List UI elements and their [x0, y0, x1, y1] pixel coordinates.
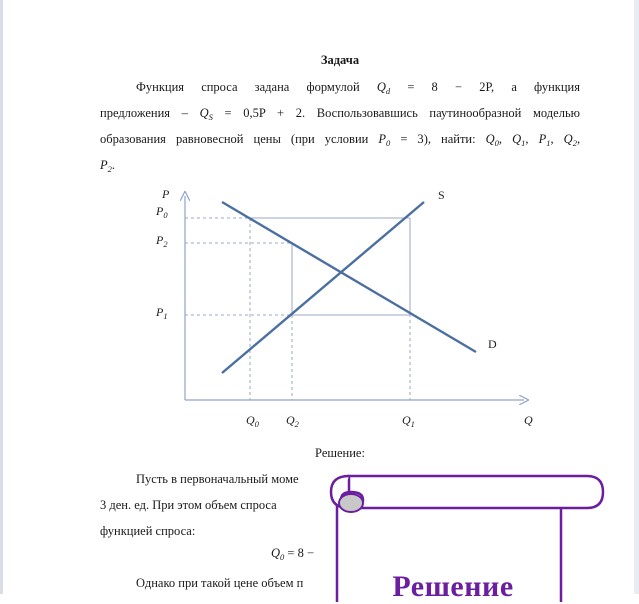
demand-label: D	[488, 337, 497, 351]
problem-text: Функция спроса задана формулой	[136, 80, 377, 94]
x-axis-label: Q	[524, 413, 533, 427]
scroll-label: Решение	[392, 570, 514, 603]
qs-formula: $Q_S = 0,5P + 2$	[199, 106, 302, 122]
find-q2: $Q_2$	[563, 132, 577, 148]
scroll-curl-shadow	[339, 494, 363, 512]
qd-formula: $Q_d = 8 - 2P$	[376, 80, 492, 96]
demand-line	[222, 202, 476, 352]
supply-label: S	[438, 188, 445, 202]
problem-line-1	[100, 74, 580, 100]
find-p1: $P_1$	[538, 132, 551, 148]
x-tick-q1: $Q_1$	[402, 413, 415, 429]
find-q0: $Q_0$	[485, 132, 499, 148]
supply-line	[222, 202, 424, 373]
solution-heading: Решение:	[315, 446, 365, 460]
find-p2: $P_2$	[100, 158, 112, 174]
problem-text: образования равновесной цены (при условии	[100, 132, 379, 146]
cobweb-chart	[140, 180, 560, 440]
y-tick-p1: $P_1$	[156, 305, 168, 321]
solution-line-3: функцией спроса:	[100, 524, 196, 538]
problem-text: . Воспользовавшись паутинообразной моделью	[301, 106, 580, 120]
solution-line-1: Пусть в первоначальный моме	[136, 472, 299, 486]
task-title: Задача	[320, 53, 360, 67]
x-tick-q0: $Q_0$	[246, 413, 259, 429]
x-tick-q2: $Q_2$	[286, 413, 299, 429]
y-tick-p2: $P_2$	[156, 233, 168, 249]
y-tick-p0: $P_0$	[156, 204, 168, 220]
problem-text: предложения –	[100, 106, 200, 120]
problem-line-3: образования равновесной цены (при условии $P_0 = 3$), найти: $Q_0$, $Q_1$, $P_1$, $Q_2$,	[100, 132, 581, 148]
problem-text: ), найти:	[423, 132, 486, 146]
find-q1: $Q_1$	[512, 132, 526, 148]
solution-line-2: 3 ден. ед. При этом объем спроса	[100, 498, 277, 512]
curves	[222, 202, 476, 373]
scroll-top-roll	[349, 476, 603, 508]
tick-labels	[155, 188, 497, 429]
problem-line-4: $P_2$.	[100, 158, 116, 174]
y-axis-label: P	[162, 187, 170, 201]
problem-line-2	[100, 100, 580, 126]
problem-text: , а функция	[491, 80, 580, 94]
p0-condition: $P_0 = 3$	[378, 132, 424, 148]
solution-line-4: Однако при такой цене объем п	[136, 576, 304, 590]
q0-formula: $Q_0 = 8$ −	[271, 546, 315, 562]
